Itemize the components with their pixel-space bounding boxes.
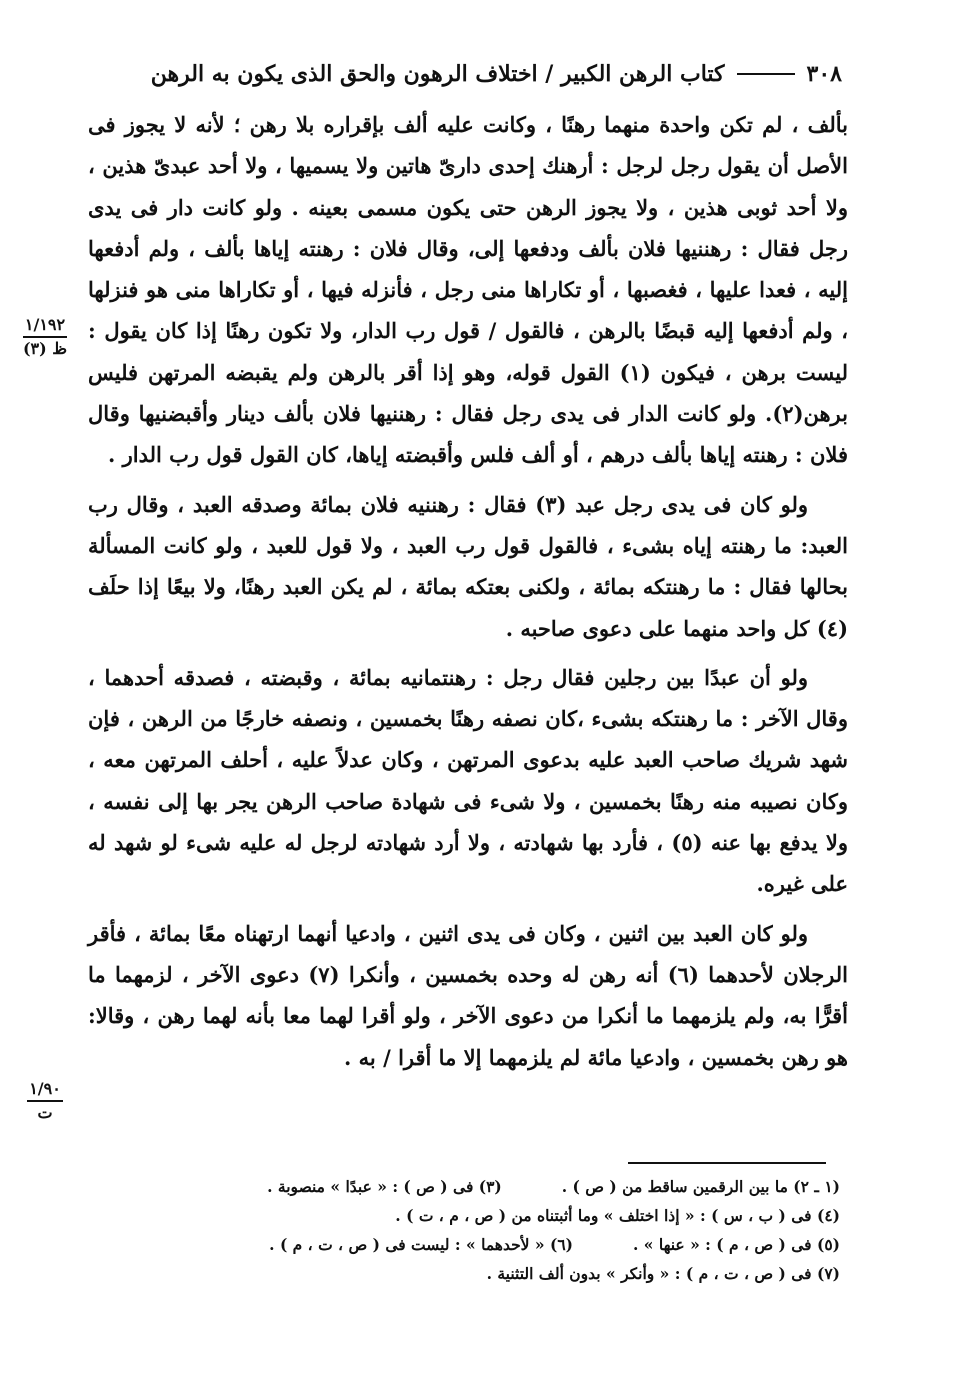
margin-reference-numerator: ١/١٩٢ xyxy=(23,314,67,338)
footnote: (٥) فى ( ص ، م ) : « عنها » . xyxy=(633,1235,840,1254)
margin-reference-denominator: ظ (٣) xyxy=(22,339,68,358)
margin-reference-numerator: ١/٩٠ xyxy=(27,1078,63,1102)
footnote-row xyxy=(120,1172,840,1201)
margin-reference-denominator: ت xyxy=(37,1103,53,1122)
footnote: (٣) فى ( ص ) : « عبدًا » منصوبة . xyxy=(267,1177,502,1196)
footnote-row xyxy=(120,1259,840,1288)
footnote-row xyxy=(120,1201,840,1230)
page-number: ٣٠٨ xyxy=(806,61,842,87)
main-text xyxy=(88,104,848,1086)
margin-reference xyxy=(10,314,80,360)
paragraph: بألف ، لم تكن واحدة منهما رهنًا ، وكانت عليه ألف بإقراره بلا رهن ؛ لأنه لا يجوز فى الأصل أن يقول رجل لرجل : أرهنك إحدى دارىّ هاتين ولا يسميها ، ولا أحد عبدىّ هذين ، ولا أحد ثوبى هذين ، ولا يجوز الرهن حتى يكون مسمى بعينه . ولو كانت دار فى يدى رجل فقال : رهننيها فلان بألف ودفعها إلى، وقال فلان : رهنته إياها بألف ، ولم أدفعها إليه ، فعدا عليها ، فغصبها ، أو تكاراها منى رجل ، فأنزله فيها ، أو تكاراها منى هو فنزلها ، ولم أدفعها إليه قبضًا بالرهن ، فالقول / قول رب الدار، ولا تكون رهنًا إذا كان يقول : ليست برهن ، فيكون (١) القول قوله، وهو إذا أقر بالرهن ولم يقبضه المرتهن فليس برهن(٢). ولو كانت الدار فى يدى رجل فقال : رهننيها فلان بألف دينار وأقبضنيها وقال فلان : رهنته إياها بألف درهم ، أو ألف فلس وأقبضته إياها، كان القول قول رب الدار . xyxy=(88,112,848,468)
paragraph: ولو أن عبدًا بين رجلين فقال رجل : رهنتمانيه بمائة ، وقبضته ، فصدقه أحدهما ، وقال الآخر : ما رهنتكه بشىء ،كان نصفه رهنًا بخمسين ، ونصفه خارجًا من الرهن ، فإن شهد شريك صاحب العبد عليه بدعوى المرتهن ، وكان عدلاً عليه ، أحلف المرتهن معه ، وكان نصيبه منه رهنًا بخمسين ، ولا شىء فى شهادة صاحب الرهن يجر بها إلى نفسه ، ولا يدفع بها عنه (٥) ، فأرد بها شهادته ، ولا أرد شهادته لرجل له عليه شىء لو شهد له على غيره. xyxy=(88,664,848,897)
paragraph: ولو كان فى يدى رجل عبد (٣) فقال : رهننيه فلان بمائة وصدقه العبد ، وقال رب العبد: ما رهنته إياه بشىء ، فالقول قول رب العبد ، ولا قول للعبد ، ولو كانت المسألة بحالها فقال : ما رهنتكه بمائة ، ولكنى بعتكه بمائة ، لم يكن العبد رهنًا، ولا بيعًا إذا حلَف (٤) كل واحد منهما على دعوى صاحبه . xyxy=(88,491,848,641)
paragraph: ولو كان العبد بين اثنين ، وكان فى يدى اثنين ، وادعيا أنهما ارتهناه معًا بمائة ، فأقر الرجلان لأحدهما (٦) أنه رهن له وحده بخمسين ، وأنكرا (٧) دعوى الآخر ، لزمهما ما أقرًّا به، ولم يلزمهما ما أنكرا من دعوى الآخر ، ولو أقرا لهما معا بأنه لهما رهن ، وقالا: هو رهن بخمسين ، وادعيا مائة لم يلزمهما إلا ما أقرا / به . xyxy=(88,920,849,1070)
footnote-row xyxy=(120,1230,840,1259)
header-rule xyxy=(737,73,795,75)
footnotes xyxy=(120,1172,840,1288)
margin-reference xyxy=(10,1078,80,1124)
footnote: (٦) « لأحدهما » : ليست فى ( ص ، ت ، م ) . xyxy=(269,1235,573,1254)
footnote: (٤) فى ( ب ، س ) : « إذا اختلف » وما أثبتناه من ( ص ، م ، ت ) . xyxy=(395,1206,840,1225)
header-title: كتاب الرهن الكبير / اختلاف الرهون والحق الذى يكون به الرهن xyxy=(150,61,725,87)
footnote: (١ ـ ٢) ما بين الرقمين ساقط من ( ص ) . xyxy=(561,1177,840,1196)
running-header xyxy=(92,54,842,94)
footnote: (٧) فى ( ص ، ت ، م ) : « وأنكر » بدون ألف التثنية . xyxy=(486,1264,840,1283)
footnote-rule xyxy=(628,1162,826,1164)
